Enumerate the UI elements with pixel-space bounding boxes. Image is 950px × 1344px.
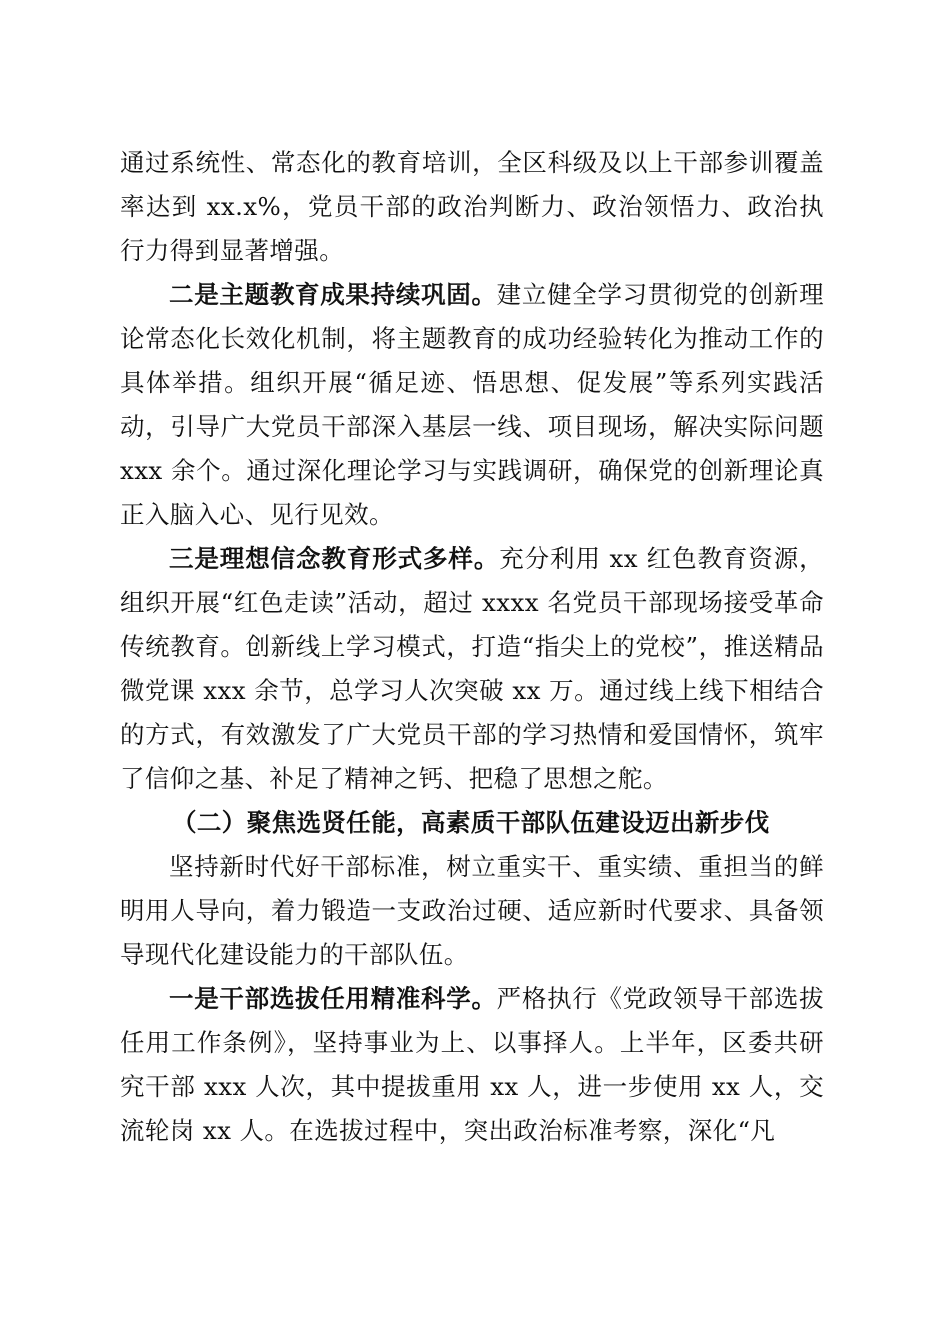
body-paragraph-2 (120, 273, 824, 537)
section-paragraph-1 (120, 845, 824, 977)
section-heading: （二）聚焦选贤任能，高素质干部队伍建设迈出新步伐 (172, 808, 770, 837)
paragraph-lead: 三是理想信念教育形式多样。 (169, 544, 500, 573)
paragraph-lead: 二是主题教育成果持续巩固。 (169, 280, 497, 309)
paragraph-text: 建立健全学习贯彻党的创新理论常态化长效化机制，将主题教育的成功经验转化为推动工作的具体举措。组织开展“循足迹、悟思想、促发展”等系列实践活动，引导广大党员干部深入基层一线、项目现场，解决实际问题 xxx 余个。通过深化理论学习与实践调研，确保党的创新理论真正入脑入心、见行见效。 (120, 280, 824, 529)
paragraph-text: 严格执行《党政领导干部选拔任用工作条例》，坚持事业为上、以事择人。上半年，区委共研究干部 xxx 人次，其中提拔重用 xx 人，进一步使用 xx 人，交流轮岗 xx 人。在选拔过程中，突出政治标准考察，深化“凡 (120, 984, 824, 1145)
paragraph-lead: 一是干部选拔任用精准科学。 (169, 984, 497, 1013)
body-paragraph-3 (120, 537, 824, 801)
paragraph-text: 通过系统性、常态化的教育培训，全区科级及以上干部参训覆盖率达到 xx.x%，党员干部的政治判断力、政治领悟力、政治执行力得到显著增强。 (120, 148, 824, 265)
paragraph-text: 充分利用 xx 红色教育资源，组织开展“红色走读”活动，超过 xxxx 名党员干部现场接受革命传统教育。创新线上学习模式，打造“指尖上的党校”，推送精品微党课 xxx 余节，总学习人次突破 xx 万。通过线上线下相结合的方式，有效激发了广大党员干部的学习热情和爱国情怀，筑牢了信仰之基、补足了精神之钙、把稳了思想之舵。 (120, 544, 824, 793)
document-body (120, 141, 824, 1153)
paragraph-text: 坚持新时代好干部标准，树立重实干、重实绩、重担当的鲜明用人导向，着力锻造一支政治过硬、适应新时代要求、具备领导现代化建设能力的干部队伍。 (120, 852, 824, 969)
section-paragraph-2 (120, 977, 824, 1153)
body-paragraph-1 (120, 141, 824, 273)
